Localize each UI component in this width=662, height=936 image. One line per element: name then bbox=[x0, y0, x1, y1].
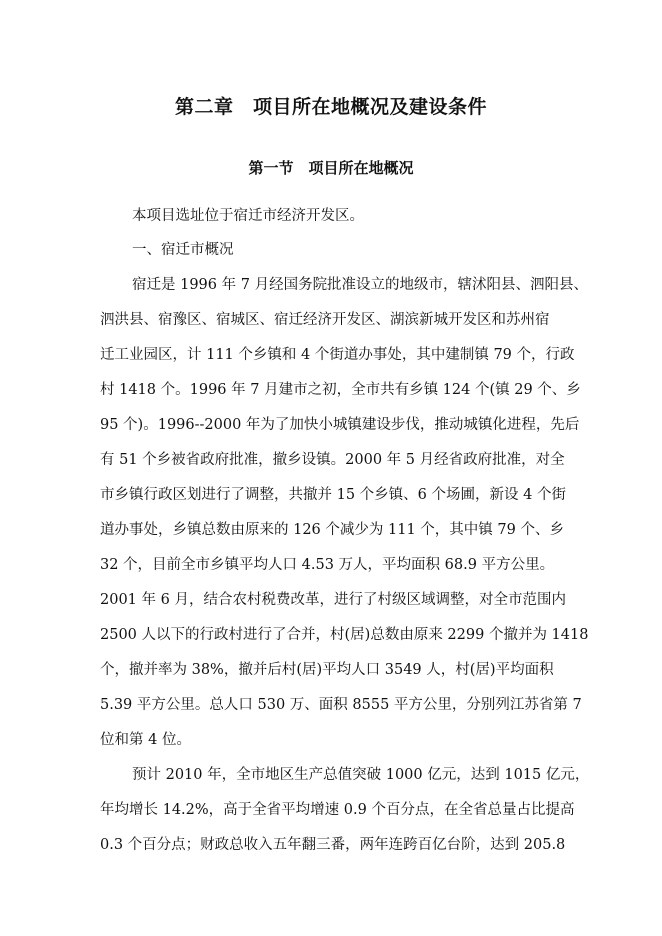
paragraph-line: 年均增长 14.2%，高于全省平均增速 0.9 个百分点，在全省总量占比提高 bbox=[100, 802, 575, 818]
paragraph-line: 个，撤并率为 38%，撤并后村(居)平均人口 3549 人，村(居)平均面积 bbox=[100, 662, 554, 678]
paragraph-line: 市乡镇行政区划进行了调整，共撤并 15 个乡镇、6 个场圃，新设 4 个街 bbox=[100, 487, 566, 503]
chapter-title: 第二章 项目所在地概况及建设条件 bbox=[174, 96, 487, 118]
paragraph-line: 0.3 个百分点；财政总收入五年翻三番，两年连跨百亿台阶，达到 205.8 bbox=[100, 837, 566, 853]
paragraph-line: 一、宿迁市概况 bbox=[132, 242, 234, 258]
paragraph-line: 宿迁是 1996 年 7 月经国务院批准设立的地级市，辖沭阳县、泗阳县、 bbox=[132, 277, 589, 293]
paragraph-line: 2001 年 6 月，结合农村税费改革，进行了村级区域调整，对全市范围内 bbox=[100, 592, 566, 608]
paragraph-line: 本项目选址位于宿迁市经济开发区。 bbox=[132, 208, 364, 224]
paragraph-line: 有 51 个乡被省政府批准，撤乡设镇。2000 年 5 月经省政府批准，对全 bbox=[100, 452, 565, 468]
section-title: 第一节 项目所在地概况 bbox=[248, 159, 414, 177]
paragraph-line: 迁工业园区，计 111 个乡镇和 4 个街道办事处，其中建制镇 79 个，行政 bbox=[100, 347, 575, 363]
paragraph-line: 位和第 4 位。 bbox=[100, 732, 191, 748]
paragraph-line: 预计 2010 年，全市地区生产总值突破 1000 亿元，达到 1015 亿元， bbox=[132, 767, 590, 783]
paragraph-line: 村 1418 个。1996 年 7 月建市之初，全市共有乡镇 124 个(镇 29 个、乡 bbox=[100, 382, 581, 398]
paragraph-line: 道办事处，乡镇总数由原来的 126 个减少为 111 个，其中镇 79 个、乡 bbox=[100, 522, 564, 538]
paragraph-line: 32 个，目前全市乡镇平均人口 4.53 万人，平均面积 68.9 平方公里。 bbox=[100, 557, 555, 573]
paragraph-line: 95 个)。1996--2000 年为了加快小城镇建设步伐，推动城镇化进程，先后 bbox=[100, 417, 580, 433]
paragraph-line: 2500 人以下的行政村进行了合并，村(居)总数由原来 2299 个撤并为 1418 bbox=[100, 627, 589, 643]
paragraph-line: 泗洪县、宿豫区、宿城区、宿迁经济开发区、湖滨新城开发区和苏州宿 bbox=[100, 312, 550, 328]
paragraph-line: 5.39 平方公里。总人口 530 万、面积 8555 平方公里，分别列江苏省第 7 bbox=[100, 697, 582, 713]
